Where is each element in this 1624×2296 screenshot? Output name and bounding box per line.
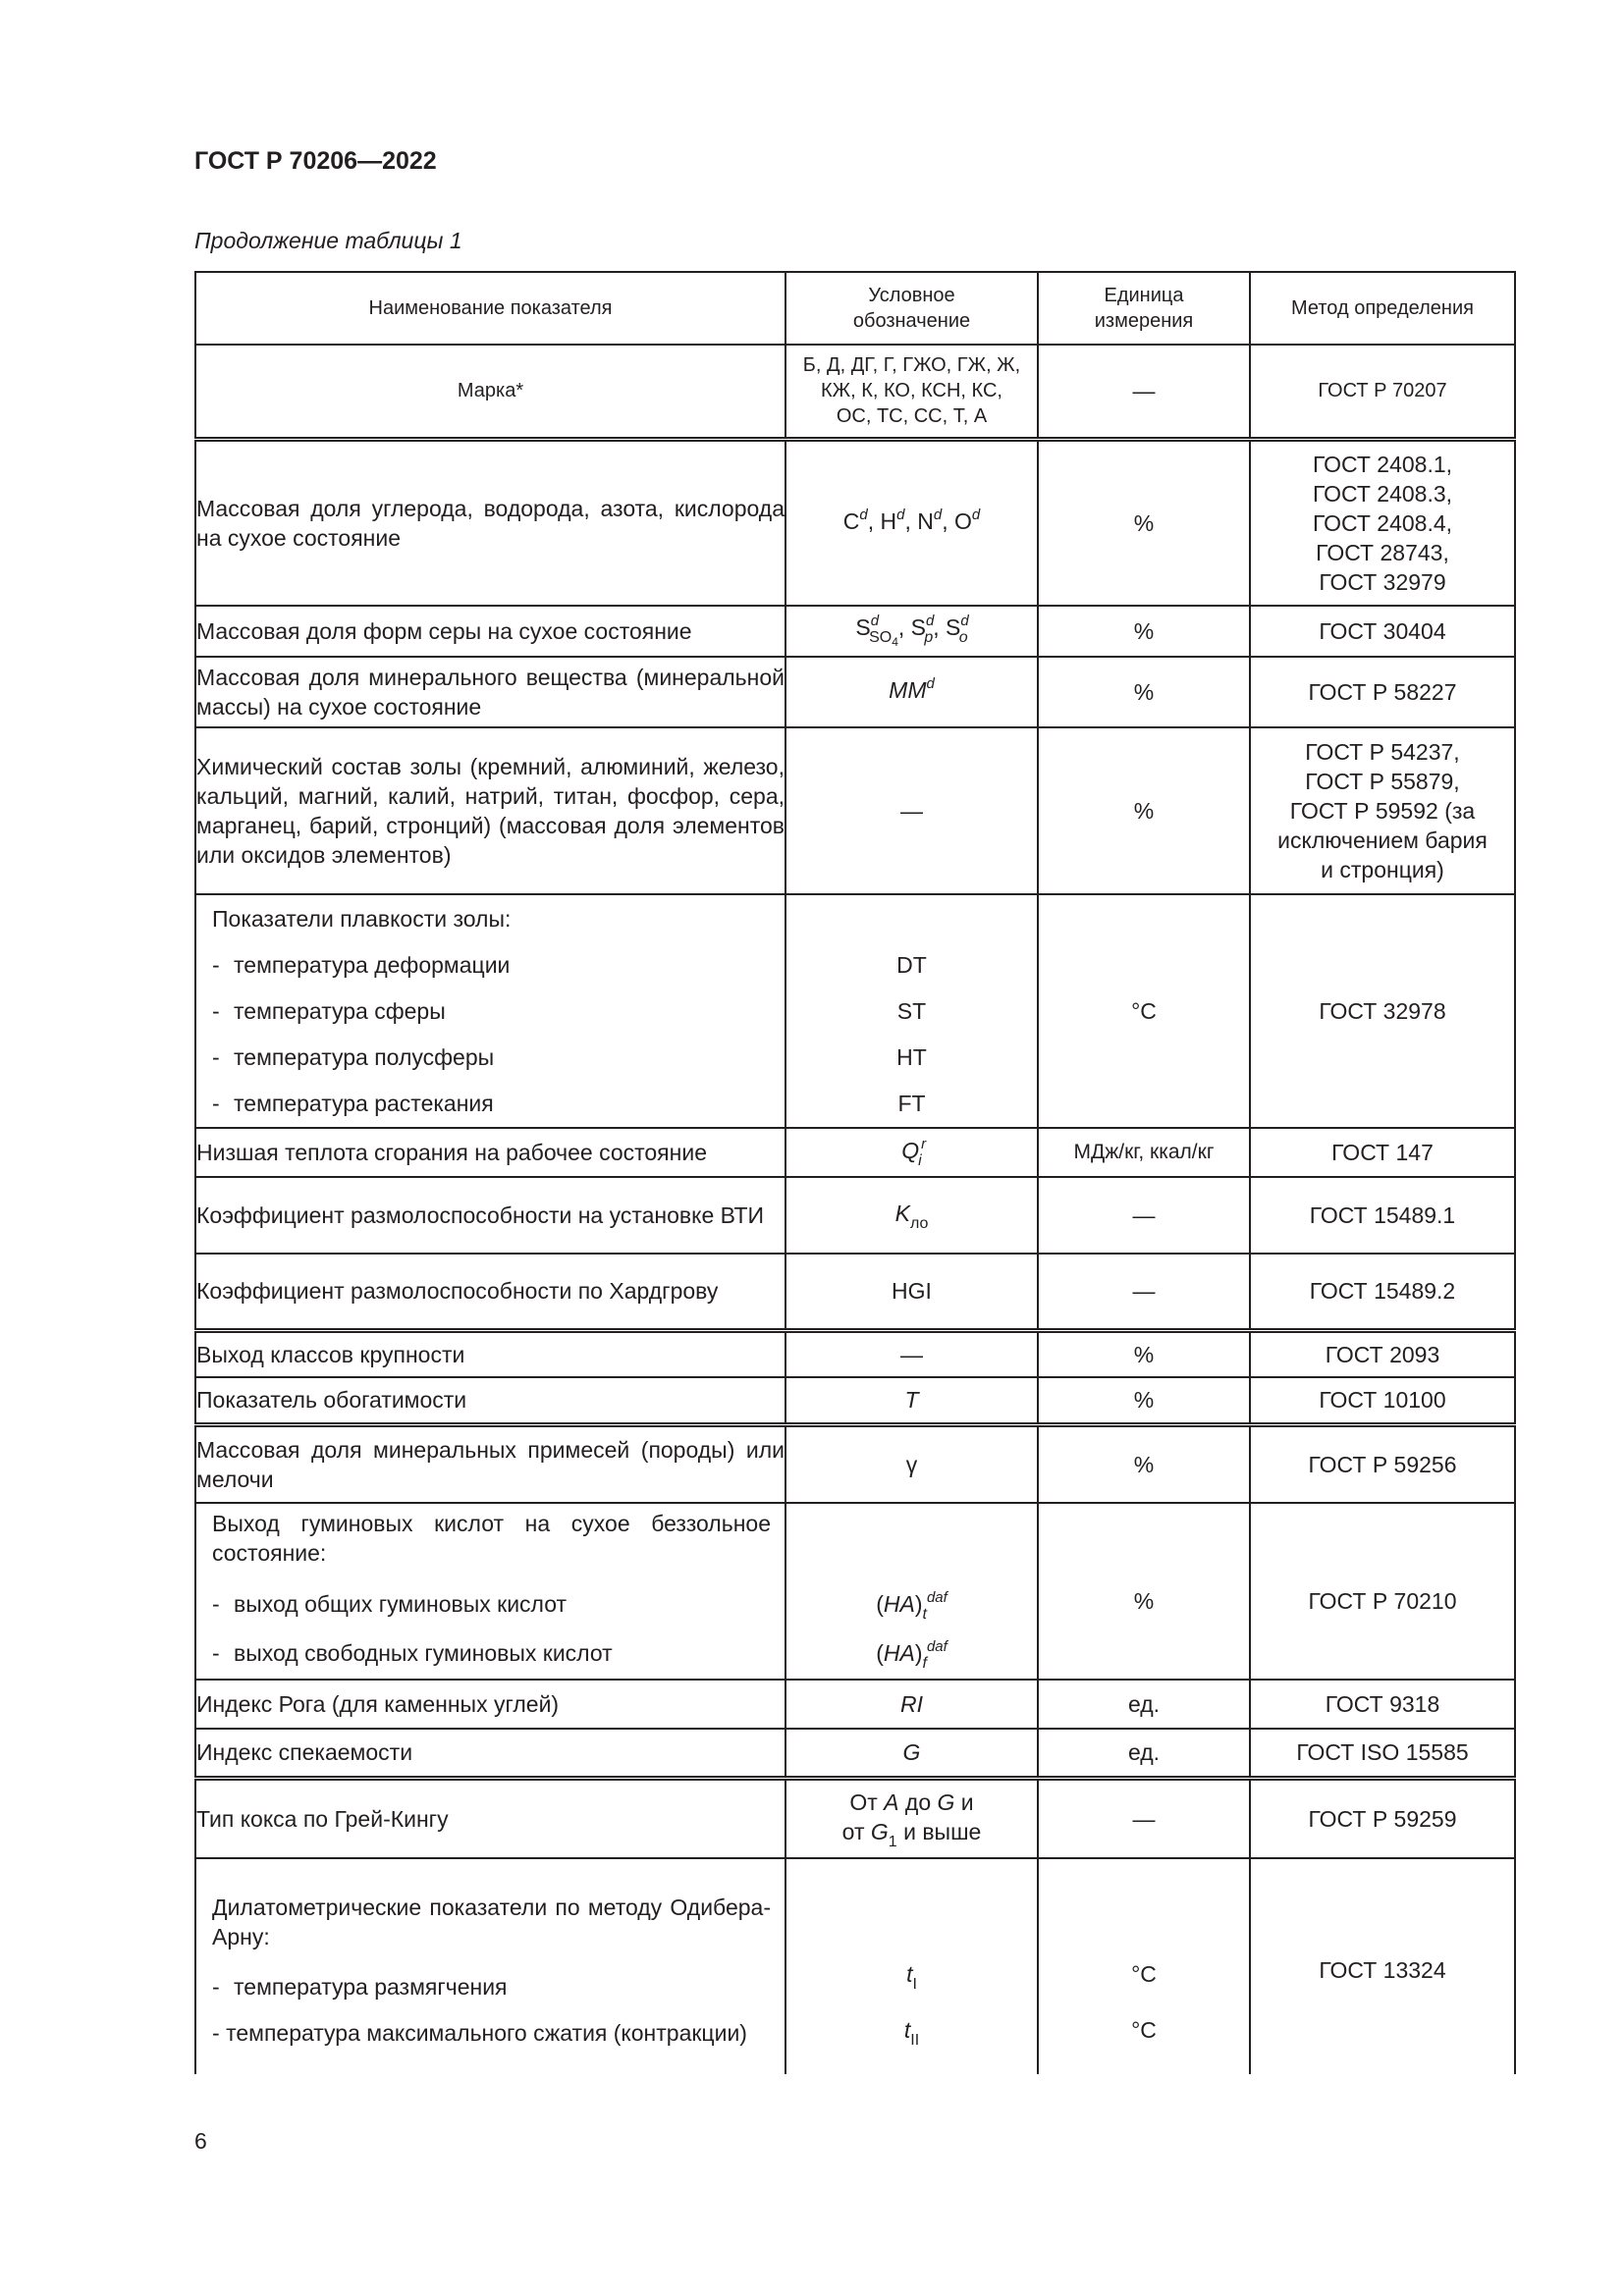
col-header-method: Метод определения xyxy=(1250,272,1515,345)
method-line: ГОСТ Р 54237, xyxy=(1305,739,1460,765)
row-unit: % xyxy=(1038,439,1250,606)
col-header-name: Наименование показателя xyxy=(195,272,785,345)
list-item: - температура размягчения xyxy=(212,1973,508,2000)
row-name: Показатель обогатимости xyxy=(195,1377,785,1424)
row-unit: ед. xyxy=(1038,1729,1250,1778)
table-row xyxy=(195,1729,1515,1778)
row-unit: °С xyxy=(1038,894,1250,1128)
row-method: ГОСТ 147 xyxy=(1250,1128,1515,1177)
row-unit: МДж/кг, ккал/кг xyxy=(1038,1128,1250,1177)
row-unit: % xyxy=(1038,1330,1250,1377)
row-symbol: Б, Д, ДГ, Г, ГЖО, ГЖ, Ж, КЖ, К, КО, КСН, КС, ОС, ТС, СС, Т, А xyxy=(785,345,1038,439)
parameters-table xyxy=(194,271,1516,2074)
row-unit: ед. xyxy=(1038,1680,1250,1729)
table-row xyxy=(195,1858,1515,2074)
table-row xyxy=(195,1377,1515,1424)
row-name: Коэффициент размолоспособности по Хардгрову xyxy=(195,1254,785,1330)
list-item: - температура полусферы xyxy=(212,1043,495,1070)
row-name: Массовая доля минеральных примесей (породы) или мелочи xyxy=(195,1424,785,1503)
document-code: ГОСТ Р 70206—2022 xyxy=(194,147,437,175)
row-method: ГОСТ Р 70210 xyxy=(1250,1503,1515,1680)
row-unit: — xyxy=(1038,1778,1250,1858)
row-title: Выход гуминовых кислот на сухое беззольное состояние: xyxy=(212,1511,771,1566)
row-method: ГОСТ Р 59256 xyxy=(1250,1424,1515,1503)
row-name: Тип кокса по Грей-Кингу xyxy=(195,1778,785,1858)
row-method: ГОСТ 32978 xyxy=(1250,894,1515,1128)
row-title: Дилатометрические показатели по методу Одибера-Арну: xyxy=(212,1894,771,1949)
row-method: ГОСТ 9318 xyxy=(1250,1680,1515,1729)
method-line: ГОСТ Р 55879, xyxy=(1305,769,1460,794)
symbol: FT xyxy=(897,1090,926,1116)
list-item: - температура сферы xyxy=(212,997,446,1024)
row-method: ГОСТ Р 70207 xyxy=(1250,345,1515,439)
row-name: Низшая теплота сгорания на рабочее состояние xyxy=(195,1128,785,1177)
row-method: ГОСТ Р 58227 xyxy=(1250,657,1515,727)
row-method: ГОСТ 30404 xyxy=(1250,606,1515,657)
row-symbol: HGI xyxy=(785,1254,1038,1330)
row-name: Индекс Рога (для каменных углей) xyxy=(195,1680,785,1729)
row-unit: % xyxy=(1038,1377,1250,1424)
row-unit xyxy=(1038,1858,1250,2074)
row-method: ГОСТ 15489.1 xyxy=(1250,1177,1515,1254)
row-unit: — xyxy=(1038,1177,1250,1254)
row-symbol: $MM^d$ xyxy=(785,657,1038,727)
method-line: ГОСТ 28743, xyxy=(1316,539,1449,565)
table-caption: Продолжение таблицы 1 xyxy=(194,228,462,253)
row-symbol: От A до G и от $G_1$ и выше xyxy=(785,1778,1038,1858)
page-number: 6 xyxy=(194,2128,207,2154)
unit: °С xyxy=(1131,2016,1157,2043)
row-symbol: G xyxy=(785,1729,1038,1778)
row-symbol: — xyxy=(785,727,1038,894)
symbol: $t_I$ xyxy=(906,1960,917,1993)
row-symbol: RI xyxy=(785,1680,1038,1729)
row-name: Массовая доля углерода, водорода, азота, кислорода на сухое состояние xyxy=(195,439,785,606)
col-header-unit: Единица измерения xyxy=(1038,272,1250,345)
row-name: Индекс спекаемости xyxy=(195,1729,785,1778)
row-method: ГОСТ 13324 xyxy=(1250,1858,1515,2074)
row-symbol: T xyxy=(785,1377,1038,1424)
table-row xyxy=(195,727,1515,894)
symbol: HT xyxy=(896,1043,927,1070)
row-unit: — xyxy=(1038,1254,1250,1330)
list-item: - температура деформации xyxy=(212,951,511,978)
row-name: Массовая доля форм серы на сухое состояние xyxy=(195,606,785,657)
table-row xyxy=(195,1778,1515,1858)
row-unit: % xyxy=(1038,1503,1250,1680)
table-row xyxy=(195,1330,1515,1377)
row-method: ГОСТ ISO 15585 xyxy=(1250,1729,1515,1778)
table-row xyxy=(195,657,1515,727)
col-header-symbol: Условное обозначение xyxy=(785,272,1038,345)
row-unit: % xyxy=(1038,727,1250,894)
row-name: Массовая доля минерального вещества (минеральной массы) на сухое состояние xyxy=(195,657,785,727)
row-method: ГОСТ 15489.2 xyxy=(1250,1254,1515,1330)
symbol: $t_{II}$ xyxy=(903,2016,920,2049)
table-row xyxy=(195,1503,1515,1680)
row-unit: % xyxy=(1038,606,1250,657)
row-name xyxy=(195,1858,785,2074)
symbol: DT xyxy=(896,951,927,978)
row-unit: — xyxy=(1038,345,1250,439)
method-line: ГОСТ Р 59592 (за xyxy=(1289,798,1476,824)
method-line: ГОСТ 2408.1, xyxy=(1312,451,1453,477)
row-name: Коэффициент размолоспособности на установке ВТИ xyxy=(195,1177,785,1254)
method-line: ГОСТ 2408.4, xyxy=(1312,509,1453,536)
method-line: исключением бария xyxy=(1277,828,1488,853)
row-method xyxy=(1250,727,1515,894)
table-row xyxy=(195,606,1515,657)
unit: °С xyxy=(1131,1960,1157,1987)
table-row xyxy=(195,345,1515,439)
table-row xyxy=(195,439,1515,606)
table-row xyxy=(195,1128,1515,1177)
row-title: Показатели плавкости золы: xyxy=(212,905,512,932)
method-line: ГОСТ 2408.3, xyxy=(1312,480,1453,507)
row-name: Марка* xyxy=(195,345,785,439)
row-symbol xyxy=(785,894,1038,1128)
row-symbol xyxy=(785,1503,1038,1680)
row-name: Химический состав золы (кремний, алюминий, железо, кальций, магний, калий, натрий, титан, фосфор, сера, марганец, барий, стронций) (массовая доля элементов или оксидов элементов) xyxy=(195,727,785,894)
table-row xyxy=(195,1177,1515,1254)
row-unit: % xyxy=(1038,657,1250,727)
method-line: и стронция) xyxy=(1321,857,1444,882)
symbol: $(HA)_t^{daf}$ xyxy=(876,1589,947,1623)
row-symbol: γ xyxy=(785,1424,1038,1503)
row-name: Выход классов крупности xyxy=(195,1330,785,1377)
table-row xyxy=(195,1254,1515,1330)
row-method xyxy=(1250,439,1515,606)
table-header-row xyxy=(195,272,1515,345)
row-symbol: Q $^r_i$ xyxy=(785,1128,1038,1177)
method-line: ГОСТ 32979 xyxy=(1319,568,1446,595)
row-method: ГОСТ Р 59259 xyxy=(1250,1778,1515,1858)
row-name xyxy=(195,1503,785,1680)
row-symbol: $S^d_{SO_4}$, $S^d_p$, $S^d_o$ xyxy=(785,606,1038,657)
row-symbol: $K_{ло}$ xyxy=(785,1177,1038,1254)
list-item: - выход свободных гуминовых кислот xyxy=(212,1640,613,1666)
symbol: $(HA)_f^{daf}$ xyxy=(876,1638,947,1672)
row-name xyxy=(195,894,785,1128)
list-item: - температура максимального сжатия (контракции) xyxy=(212,2019,747,2046)
row-symbol: — xyxy=(785,1330,1038,1377)
row-symbol xyxy=(785,1858,1038,2074)
table-row xyxy=(195,1424,1515,1503)
row-unit: % xyxy=(1038,1424,1250,1503)
row-method: ГОСТ 10100 xyxy=(1250,1377,1515,1424)
row-symbol: $C^d$, $H^d$, $N^d$, $O^d$ xyxy=(785,439,1038,606)
list-item: - температура растекания xyxy=(212,1090,494,1116)
row-method: ГОСТ 2093 xyxy=(1250,1330,1515,1377)
list-item: - выход общих гуминовых кислот xyxy=(212,1591,568,1617)
symbol: ST xyxy=(896,997,927,1024)
table-row xyxy=(195,1680,1515,1729)
table-row xyxy=(195,894,1515,1128)
